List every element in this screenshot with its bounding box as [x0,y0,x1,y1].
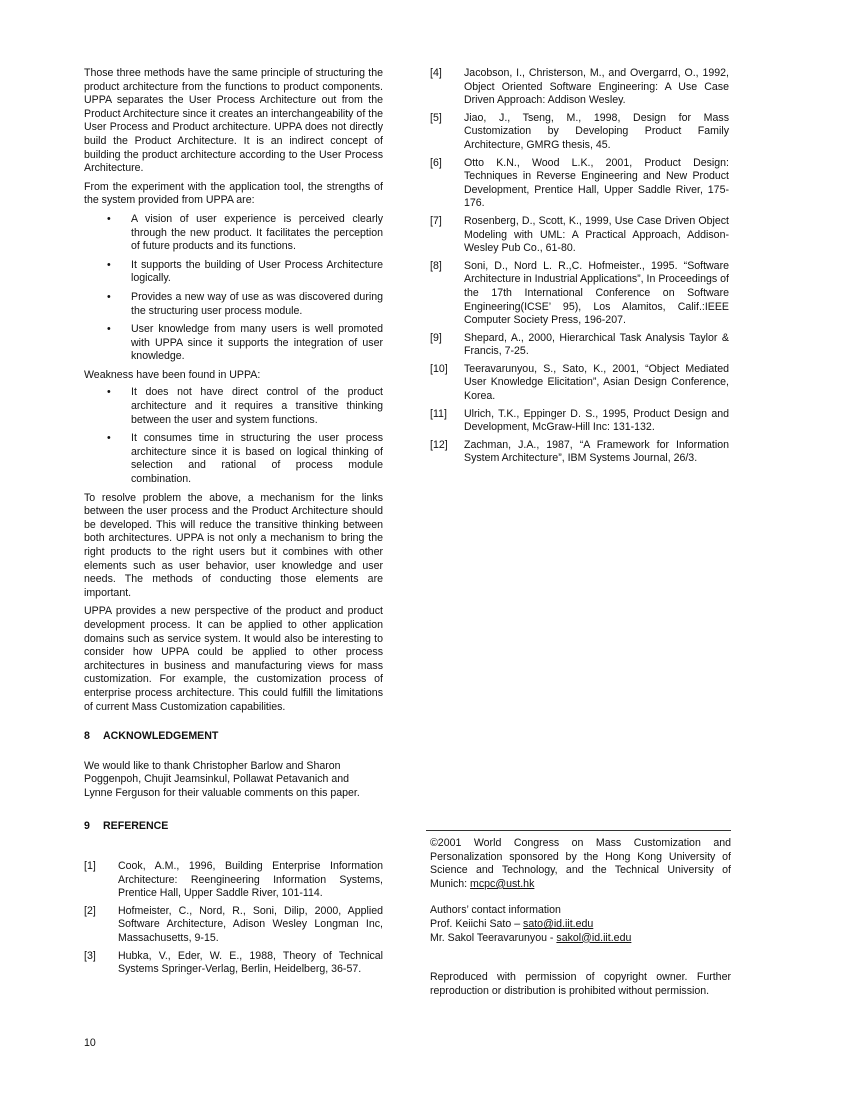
reference-item: [12] Zachman, J.A., 1987, “A Framework for Information System Architecture”, IBM Systems Journal, 26/3. [430,438,729,465]
list-item: • A vision of user experience is perceived clearly through the new product. It facilitates the perception of future products and its functions. [107,212,383,253]
reference-item: [4] Jacobson, I., Christerson, M., and Overgarrd, O., 1992, Object Oriented Software Engineering: A Use Case Driven Approach: Addison Wesley. [430,67,729,107]
copyright-email-link[interactable]: mcpc@ust.hk [470,877,535,890]
reference-item: [8] Soni, D., Nord L. R.,C. Hofmeister., 1995. “Software Architecture in Industrial Applications”, In Proceedings of the 17th International Conference on Software Engineering(ICSE’ 95), Los Alamitos, Calif.:IEEE Computer Society Press, 196-207. [430,259,729,327]
bullet-icon: • [107,290,111,303]
bullet-icon: • [107,386,111,399]
body-paragraph: To resolve problem the above, a mechanism for the links between the user process and the Product Architecture should be developed. This will reduce the transitive thinking between both architectures. UPPA is not only a mechanism to bring the right products to the right users but it combines with other elements such as user behavior, user knowledge and user needs. The methods of conducting those elements are important. [84,491,383,599]
author-contact: Prof. Keiichi Sato – sato@id.iit.edu [430,917,594,930]
reproduction-notice: Reproduced with permission of copyright owner. Further reproduction or distribution is prohibited without permission. [430,971,731,997]
list-item: • It consumes time in structuring the user process architecture since it is based on logical thinking of selection and rational of process module combination. [107,432,383,486]
reference-item: [1] Cook, A.M., 1996, Building Enterprise Information Architecture: Reengineering Information Systems, Prentice Hall, Upper Saddle River, 101-114. [84,860,383,900]
reference-item: [9] Shepard, A., 2000, Hierarchical Task Analysis Taylor & Francis, 7-25. [430,331,729,358]
reference-item: [3] Hubka, V., Eder, W. E., 1988, Theory of Technical Systems Springer-Verlag, Berlin, Heidelberg, 36-57. [84,949,383,976]
section-heading-reference: 9 REFERENCE [84,819,169,832]
acknowledgement-text: We would like to thank Christopher Barlow and Sharon Poggenpoh, Chujit Jeamsinkul, Pollawat Petavanich and Lynne Ferguson for their valuable comments on this paper. [84,759,360,799]
list-item: • It supports the building of User Process Architecture logically. [107,258,383,285]
left-column [84,67,383,981]
author2-email-link[interactable]: sakol@id.iit.edu [556,931,632,944]
body-paragraph: From the experiment with the application tool, the strengths of the system provided from UPPA are: [84,180,383,207]
list-item: • User knowledge from many users is well promoted with UPPA since it supports the integration of user knowledge. [107,323,383,363]
reference-item: [6] Otto K.N., Wood L.K., 2001, Product Design: Techniques in Reverse Engineering and New Product Development, Prentice Hall, Upper Saddle River, 175-176. [430,156,729,210]
bullet-icon: • [107,258,111,271]
bullet-icon: • [107,432,111,445]
reference-item: [10] Teeravarunyou, S., Sato, K., 2001, “Object Mediated User Knowledge Elicitation”, Asian Design Conference, Korea. [430,362,729,403]
reference-list [84,860,383,977]
reference-item: [5] Jiao, J., Tseng, M., 1998, Design for Mass Customization by Developing Product Family Architecture, GMRG thesis, 45. [430,111,729,151]
list-item: • It does not have direct control of the product architecture and it requires a transitive thinking between the user and system functions. [107,386,383,426]
page-number: 10 [84,1037,96,1049]
author-contact: Mr. Sakol Teeravarunyou - sakol@id.iit.edu [430,931,632,944]
list-item: • Provides a new way of use as was discovered during the structuring user process module. [107,290,383,317]
section-heading-acknowledgement: 8 ACKNOWLEDGEMENT [84,730,219,743]
reference-item: [2] Hofmeister, C., Nord, R., Soni, Dilip, 2000, Applied Software Architecture, Adison Wesley Longman Inc, Massachusetts, 9-15. [84,904,383,945]
contact-label: Authors’ contact information [430,904,561,917]
bullet-icon: • [107,323,111,336]
body-paragraph: Weakness have been found in UPPA: [84,368,261,381]
bullet-icon: • [107,212,111,225]
body-paragraph: Those three methods have the same principle of structuring the product architecture from the functions to product components. UPPA separates the User Process Architecture out from the Product Architecture since it creates an interchangeability of the User Process and Product architecture. UPPA does not directly build the Product Architecture. It is an indirect concept of building the product architecture according to the User Process Architecture. [84,67,383,175]
reference-item: [11] Ulrich, T.K., Eppinger D. S., 1995, Product Design and Development, McGraw-Hill Inc: 131-132. [430,407,729,434]
weaknesses-list [84,386,383,486]
copyright-footnote [426,830,731,998]
author1-email-link[interactable]: sato@id.iit.edu [523,917,594,930]
body-paragraph: UPPA provides a new perspective of the product and product development process. It can be applied to other application domains such as service system. It would also be interesting to consider how UPPA could be applied to other process architectures in business and manufacturing views for mass customization. For example, the customization process of enterprise process architecture. This could fulfill the limitations of current Mass Customization capabilities. [84,605,383,713]
reference-item: [7] Rosenberg, D., Scott, K., 1999, Use Case Driven Object Modeling with UML: A Practical Approach, Addison-Wesley Pub Co., 61-80. [430,214,729,255]
copyright-text: ©2001 World Congress on Mass Customization and Personalization sponsored by the Hong Kong University of Science and Technology, and the Technical University of Munich: mcpc@ust.hk [430,837,731,890]
reference-list [430,67,729,466]
right-column [430,67,729,470]
strengths-list [84,213,383,364]
